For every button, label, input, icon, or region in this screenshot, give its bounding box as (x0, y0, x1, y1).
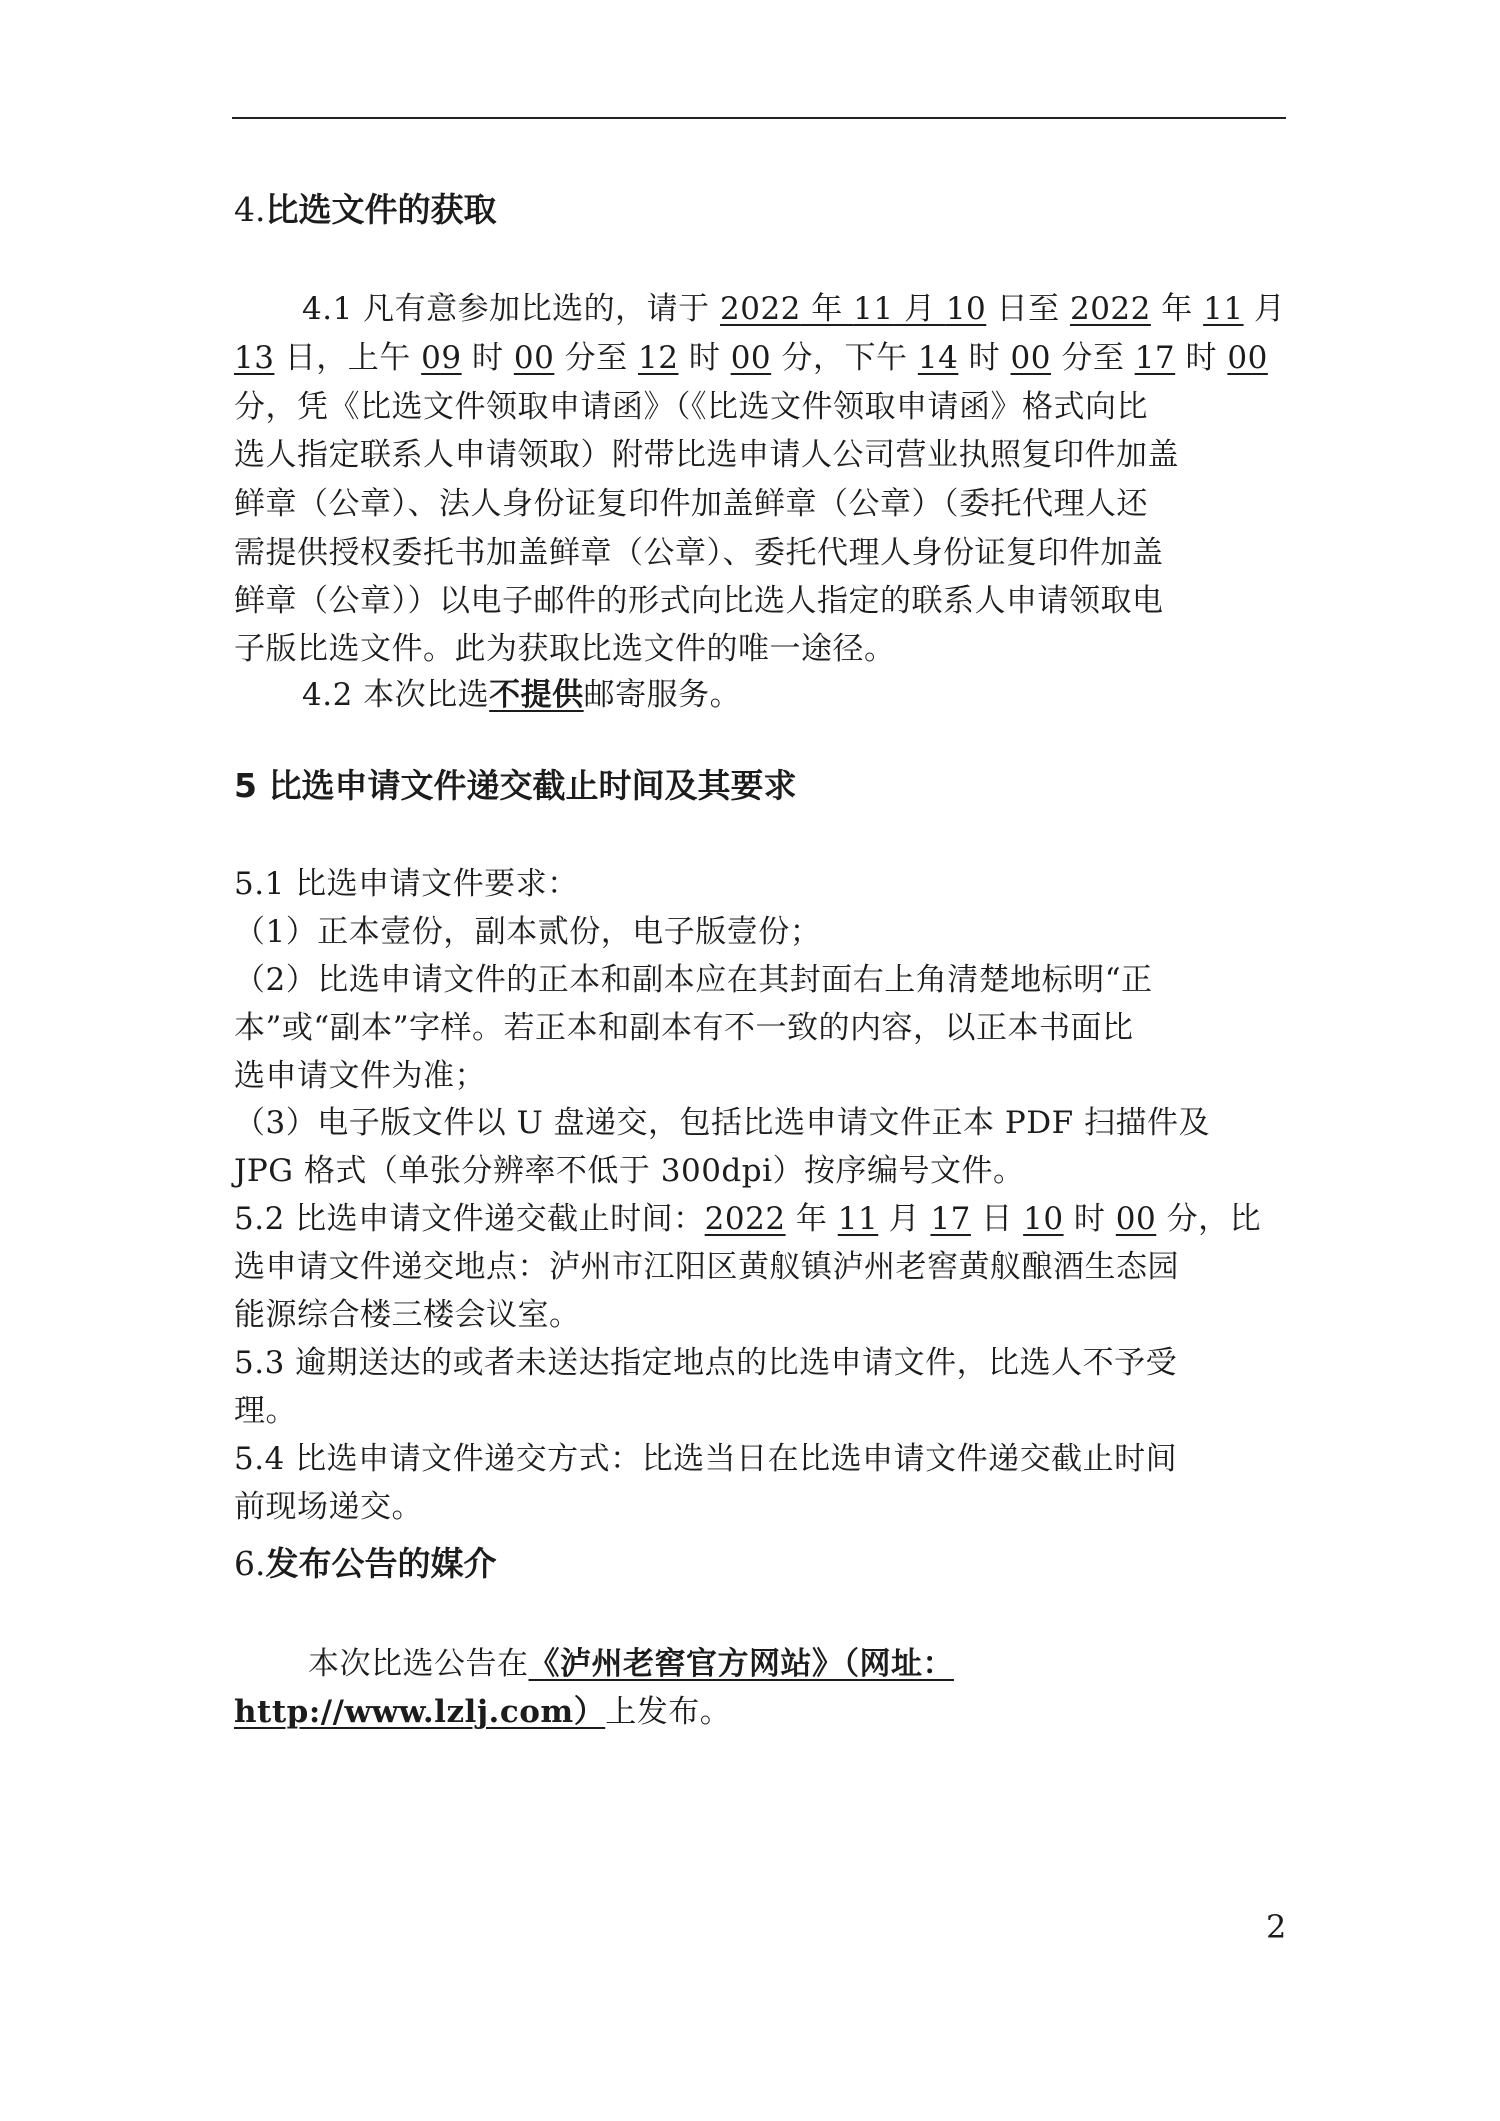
para-4-1-line-6: 需提供授权委托书加盖鲜章（公章）、委托代理人身份证复印件加盖 (234, 535, 1164, 571)
para-5-2-line-1: 5.2 比选申请文件递交截止时间：2022 年 11 月 17 日 10 时 00 分，比 (234, 1201, 1262, 1237)
para-4-2: 4.2 本次比选不提供邮寄服务。 (302, 677, 742, 713)
para-4-1-line-4: 选人指定联系人申请领取）附带比选申请人公司营业执照复印件加盖 (234, 437, 1179, 473)
header-rule (232, 117, 1286, 119)
website-link[interactable]: http://www.lzlj.com） (234, 1694, 606, 1730)
para-5-3-line-1: 5.3 逾期送达的或者未送达指定地点的比选申请文件，比选人不予受 (234, 1345, 1178, 1381)
para-5-2-line-3: 能源综合楼三楼会议室。 (234, 1297, 581, 1333)
page-number: 2 (1266, 1908, 1287, 1946)
para-5-1-item-1: （1）正本壹份，副本贰份，电子版壹份； (234, 914, 822, 950)
section-4-heading: 4.比选文件的获取 (234, 190, 497, 229)
para-4-1-line-1: 4.1 凡有意参加比选的，请于 2022 年 11 月 10 日至 2022 年 11 月 (302, 291, 1286, 327)
para-5-1-item-2-line-2: 本”或“副本”字样。若正本和副本有不一致的内容，以正本书面比 (234, 1010, 1134, 1046)
para-4-1-line-8: 子版比选文件。此为获取比选文件的唯一途径。 (234, 631, 896, 667)
para-4-1-line-2: 13 日，上午 09 时 00 分至 12 时 00 分，下午 14 时 00 分至 17 时 00 (234, 340, 1268, 376)
para-5-3-line-2: 理。 (234, 1393, 297, 1429)
para-4-1-line-5: 鲜章（公章）、法人身份证复印件加盖鲜章（公章）（委托代理人还 (234, 486, 1148, 522)
para-5-1-item-3-line-1: （3）电子版文件以 U 盘递交，包括比选申请文件正本 PDF 扫描件及 (234, 1105, 1210, 1141)
section-6-heading: 6.发布公告的媒介 (234, 1544, 497, 1583)
section-5-heading: 5 比选申请文件递交截止时间及其要求 (234, 766, 797, 805)
para-5-1: 5.1 比选申请文件要求： (234, 866, 579, 902)
para-4-1-line-7: 鲜章（公章））以电子邮件的形式向比选人指定的联系人申请领取电 (234, 583, 1164, 619)
para-5-4-line-1: 5.4 比选申请文件递交方式：比选当日在比选申请文件递交截止时间 (234, 1441, 1178, 1477)
para-5-4-line-2: 前现场递交。 (234, 1489, 423, 1525)
para-5-1-item-3-line-2: JPG 格式（单张分辨率不低于 300dpi）按序编号文件。 (234, 1153, 1025, 1189)
para-4-1-line-3: 分，凭《比选文件领取申请函》（《比选文件领取申请函》格式向比 (234, 389, 1148, 425)
para-6-line-2: http://www.lzlj.com）上发布。 (234, 1694, 732, 1730)
para-5-1-item-2-line-1: （2）比选申请文件的正本和副本应在其封面右上角清楚地标明“正 (234, 962, 1153, 998)
para-6-line-1: 本次比选公告在《泸州老窖官方网站》（网址： (308, 1646, 954, 1682)
para-5-1-item-2-line-3: 选申请文件为准； (234, 1058, 486, 1094)
para-5-2-line-2: 选申请文件递交地点：泸州市江阳区黄舣镇泸州老窖黄舣酿酒生态园 (234, 1249, 1179, 1285)
